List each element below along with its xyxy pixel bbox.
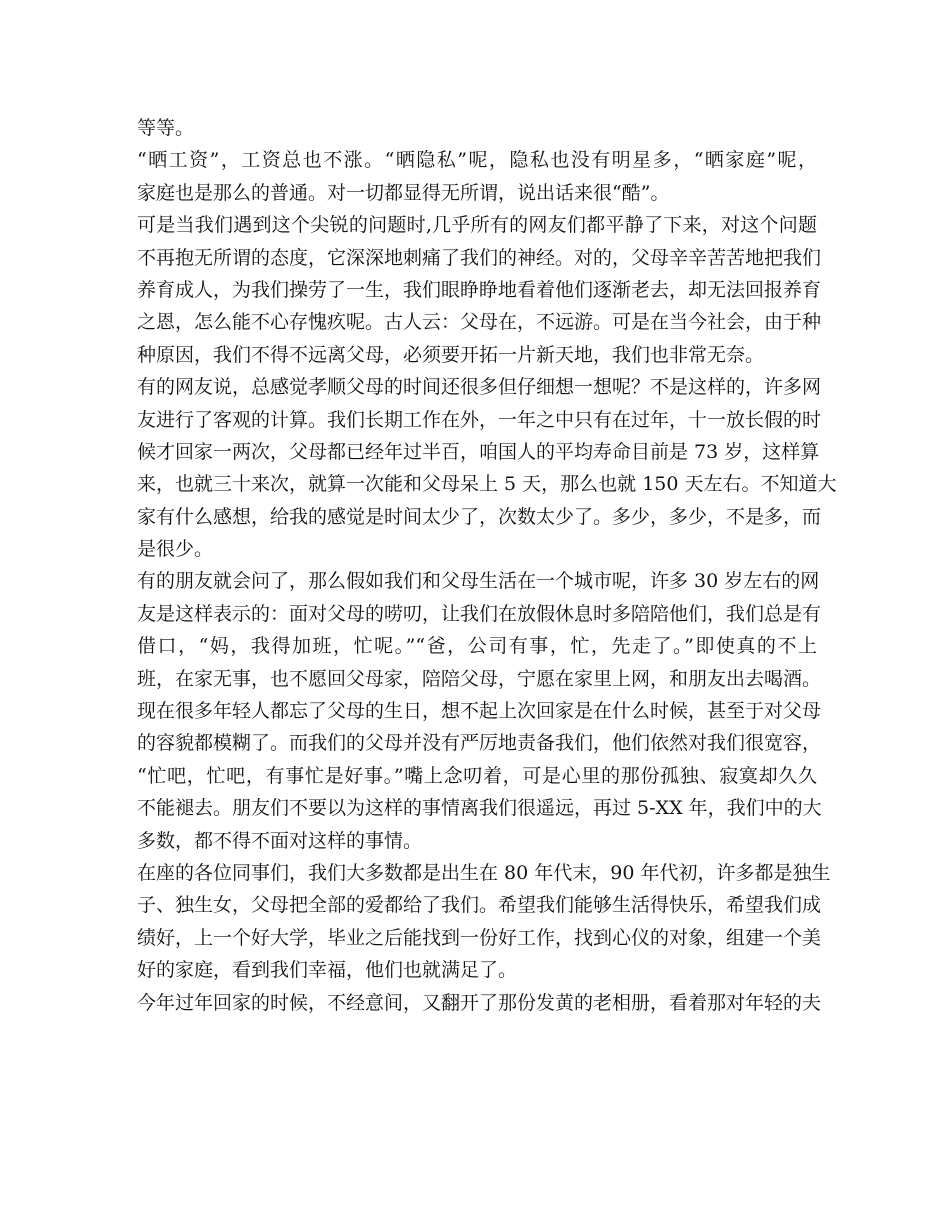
paragraph xyxy=(137,857,831,987)
paragraph xyxy=(137,144,817,209)
text-line: 可是当我们遇到这个尖锐的问题时,几乎所有的网友们都平静了下来，对这个问题 xyxy=(137,214,817,237)
text-line: 现在很多年轻人都忘了父母的生日，想不起上次回家是在什么时候，甚至于对父母 xyxy=(137,700,822,723)
text-line: 友是这样表示的：面对父母的唠叨，让我们在放假休息时多陪陪他们，我们总是有 xyxy=(137,602,822,625)
text-line: 在座的各位同事们，我们大多数都是出生在 80 年代末，90 年代初，许多都是独生 xyxy=(137,861,831,884)
text-line: 养育成人，为我们操劳了一生，我们眼睁睁地看着他们逐渐老去，却无法回报养育 xyxy=(137,278,822,301)
text-line: 班，在家无事，也不愿回父母家，陪陪父母，宁愿在家里上网，和朋友出去喝酒。 xyxy=(137,667,822,690)
text-line: 之恩，怎么能不心存愧疚呢。古人云：父母在，不远游。可是在当今社会，由于种 xyxy=(137,311,822,334)
text-line: 的容貌都模糊了。而我们的父母并没有严厉地责备我们，他们依然对我们很宽容， xyxy=(137,732,822,755)
text-line: 有的朋友就会问了，那么假如我们和父母生活在一个城市呢，许多 30 岁左右的网 xyxy=(137,570,820,593)
paragraph xyxy=(137,565,822,857)
text-line: 今年过年回家的时候，不经意间，又翻开了那份发黄的老相册，看着那对年轻的夫 xyxy=(137,991,822,1014)
text-line: 友进行了客观的计算。我们长期工作在外，一年之中只有在过年，十一放长假的时 xyxy=(137,408,822,431)
text-line: 种原因，我们不得不远离父母，必须要开拓一片新天地，我们也非常无奈。 xyxy=(137,343,765,366)
text-line: 借口，“妈，我得加班，忙呢。”“爸，公司有事，忙，先走了。”即使真的不上 xyxy=(137,635,817,658)
paragraph xyxy=(137,112,817,144)
text-line: 子、独生女，父母把全部的爱都给了我们。希望我们能够生活得快乐，希望我们成 xyxy=(137,894,822,917)
text-line: 家有什么感想，给我的感觉是时间太少了，次数太少了。多少，多少，不是多，而 xyxy=(137,505,822,528)
text-line: 不能褪去。朋友们不要以为这样的事情离我们很遥远，再过 5-XX 年，我们中的大 xyxy=(137,797,822,820)
text-line: 有的网友说，总感觉孝顺父母的时间还很多但仔细想一想呢？不是这样的，许多网 xyxy=(137,376,822,399)
text-line: 不再抱无所谓的态度，它深深地刺痛了我们的神经。对的，父母辛辛苦苦地把我们 xyxy=(137,246,822,269)
text-line: 是很少。 xyxy=(137,538,214,561)
text-line: 多数，都不得不面对这样的事情。 xyxy=(137,829,423,852)
document-body xyxy=(137,112,837,1019)
paragraph xyxy=(137,987,822,1019)
text-line: 绩好，上一个好大学，毕业之后能找到一份好工作，找到心仪的对象，组建一个美 xyxy=(137,926,822,949)
text-line: 家庭也是那么的普通。对一切都显得无所谓，说出话来很“酷”。 xyxy=(137,181,670,204)
text-line: “忙吧，忙吧，有事忙是好事。”嘴上念叨着，可是心里的那份孤独、寂寞却久久 xyxy=(137,764,817,787)
paragraph xyxy=(137,209,822,371)
text-line: 好的家庭，看到我们幸福，他们也就满足了。 xyxy=(137,959,518,982)
text-line: 等等。 xyxy=(137,117,195,139)
paragraph xyxy=(137,371,837,565)
text-line: 来，也就三十来次，就算一次能和父母呆上 5 天，那么也就 150 天左右。不知道大 xyxy=(137,473,837,496)
text-line: “晒工资”，工资总也不涨。“晒隐私”呢，隐私也没有明星多，“晒家庭”呢， xyxy=(137,149,817,172)
text-line: 候才回家一两次，父母都已经年过半百，咱国人的平均寿命目前是 73 岁，这样算 xyxy=(137,440,820,463)
